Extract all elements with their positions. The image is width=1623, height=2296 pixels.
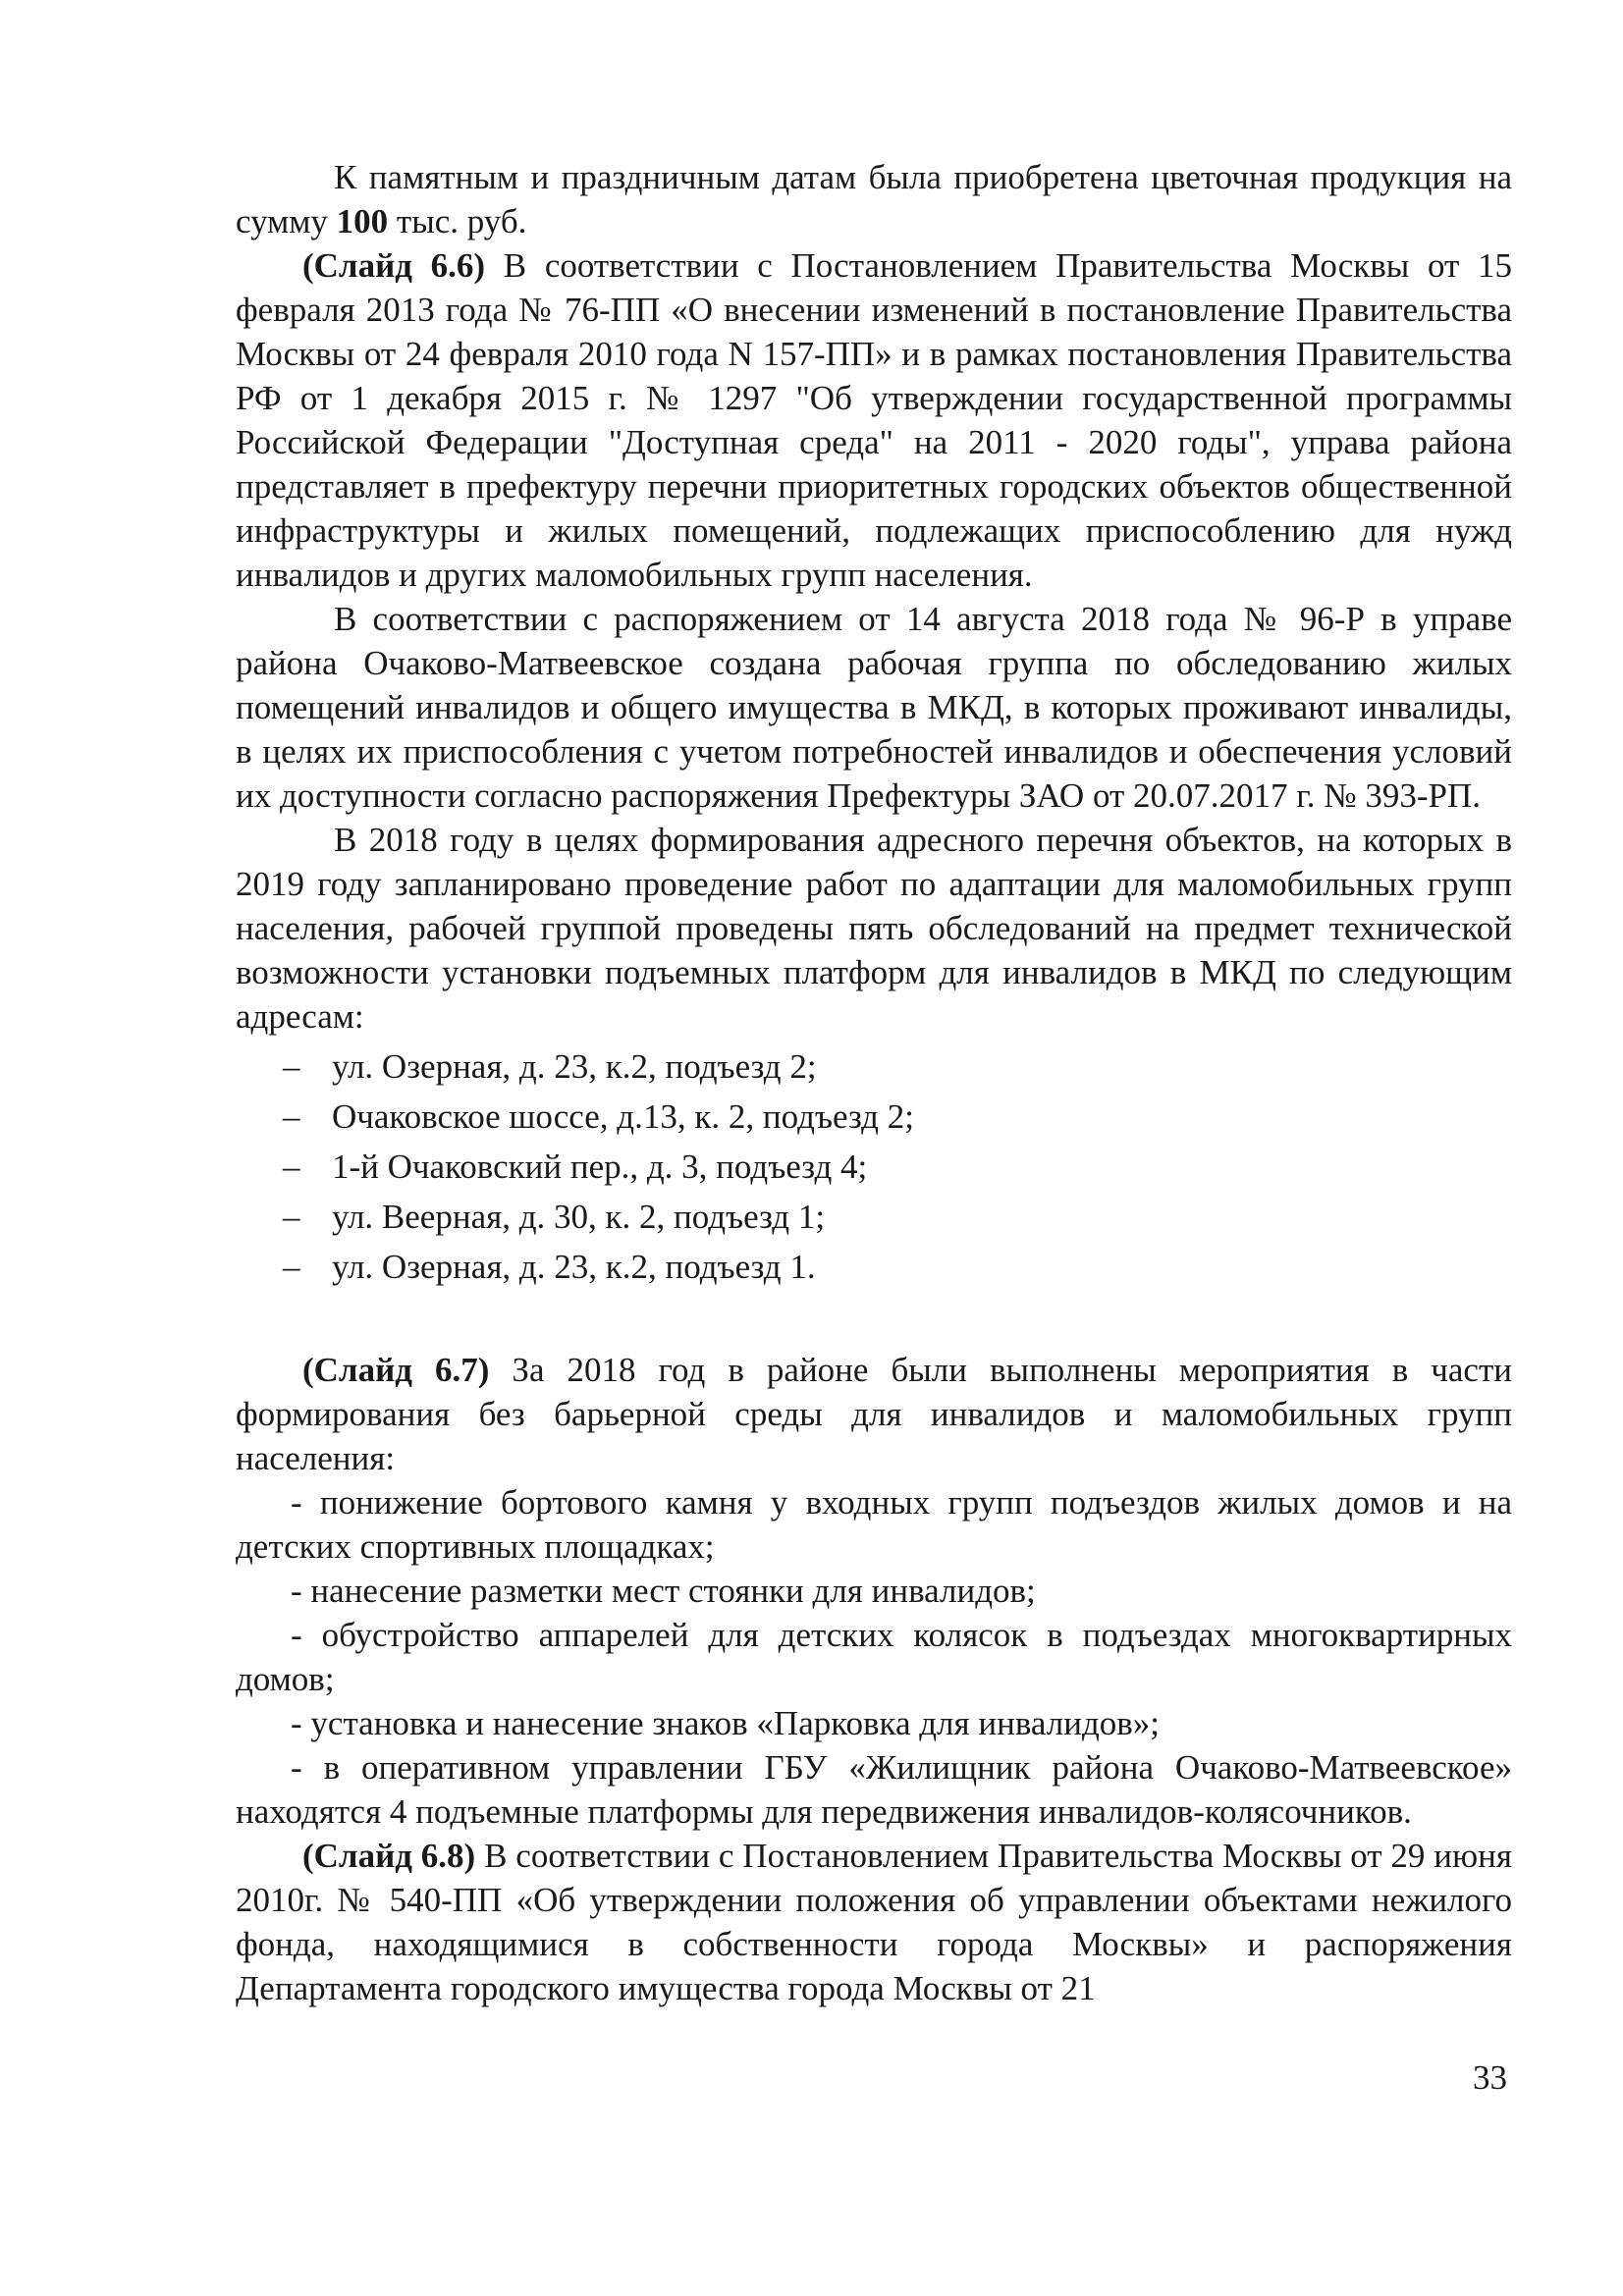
list-item: – ул. Веерная, д. 30, к. 2, подъезд 1; — [283, 1198, 826, 1236]
list-item: – 1-й Очаковский пер., д. 3, подъезд 4; — [283, 1148, 868, 1186]
measure-item: - в оперативном управлении ГБУ «Жилищник района Очаково-Матвеевское» находятся 4 подъемные платформы для передвижения инвалидов-колясочников. — [236, 1748, 1512, 1831]
slide-label: (Слайд 6.6) — [302, 246, 486, 285]
spacer — [236, 1295, 1512, 1348]
address-list — [236, 1044, 1512, 1289]
paragraph-slide-6-6: (Слайд 6.6) В соответствии с Постановлением Правительства Москвы от 15 февраля 2013 года № 76-ПП «О внесении изменений в постановление Правительства Москвы от 24 февраля 2010 года N 157-ПП» и в рамках постановления Правительства РФ от 1 декабря 2015 г. № 1297 "Об утверждении государственной программы Российской Федерации "Доступная среда" на 2011 - 2020 годы", управа района представляет в префектуру перечни приоритетных городских объектов общественной инфраструктуры и жилых помещений, подлежащих приспособлению для нужд инвалидов и других маломобильных групп населения. — [236, 246, 1513, 594]
slide-label: (Слайд 6.7) — [302, 1351, 490, 1389]
list-item: – ул. Озерная, д. 23, к.2, подъезд 2; — [283, 1047, 817, 1086]
paragraph-working-group: В соответствии с распоряжением от 14 августа 2018 года № 96-Р в управе района Очаково-Матвеевское создана рабочая группа по обследованию жилых помещений инвалидов и общего имущества в МКД, в которых проживают инвалиды, в целях их приспособления с учетом потребностей инвалидов и обеспечения условий их доступности согласно распоряжения Префектуры ЗАО от 20.07.2017 г. № 393-РП. — [236, 600, 1512, 815]
paragraph-flowers: К памятным и праздничным датам была приобретена цветочная продукция на сумму 100 тыс. руб. — [236, 158, 1512, 240]
document-body — [236, 155, 1512, 2010]
paragraph-survey: В 2018 году в целях формирования адресного перечня объектов, на которых в 2019 году запланировано проведение работ по адаптации для маломобильных групп населения, рабочей группой проведены пять обследований на предмет технической возможности установки подъемных платформ для инвалидов в МКД по следующим адресам: — [236, 821, 1512, 1036]
measure-item: - установка и нанесение знаков «Парковка для инвалидов»; — [291, 1704, 1160, 1742]
paragraph-slide-6-8: (Слайд 6.8) В соответствии с Постановлением Правительства Москвы от 29 июня 2010г. № 540-ПП «Об утверждении положения об управлении объектами нежилого фонда, находящимися в собственности города Москвы» и распоряжения Департамента городского имущества города Москвы от 21 — [236, 1837, 1512, 2007]
measure-item: - обустройство аппарелей для детских колясок в подъездах многоквартирных домов; — [236, 1616, 1512, 1698]
page-number: 33 — [1473, 2058, 1507, 2097]
list-item: – ул. Озерная, д. 23, к.2, подъезд 1. — [283, 1248, 816, 1286]
slide-label: (Слайд 6.8) — [302, 1837, 476, 1875]
paragraph-slide-6-7: (Слайд 6.7) За 2018 год в районе были выполнены мероприятия в части формирования без барьерной среды для инвалидов и маломобильных групп населения: — [236, 1351, 1512, 1477]
measure-item: - нанесение разметки мест стоянки для инвалидов; — [291, 1572, 1036, 1610]
measure-item: - понижение бортового камня у входных групп подъездов жилых домов и на детских спортивных площадках; — [236, 1483, 1512, 1566]
amount-bold: 100 — [336, 202, 389, 240]
list-item: – Очаковское шоссе, д.13, к. 2, подъезд 2; — [283, 1097, 914, 1136]
